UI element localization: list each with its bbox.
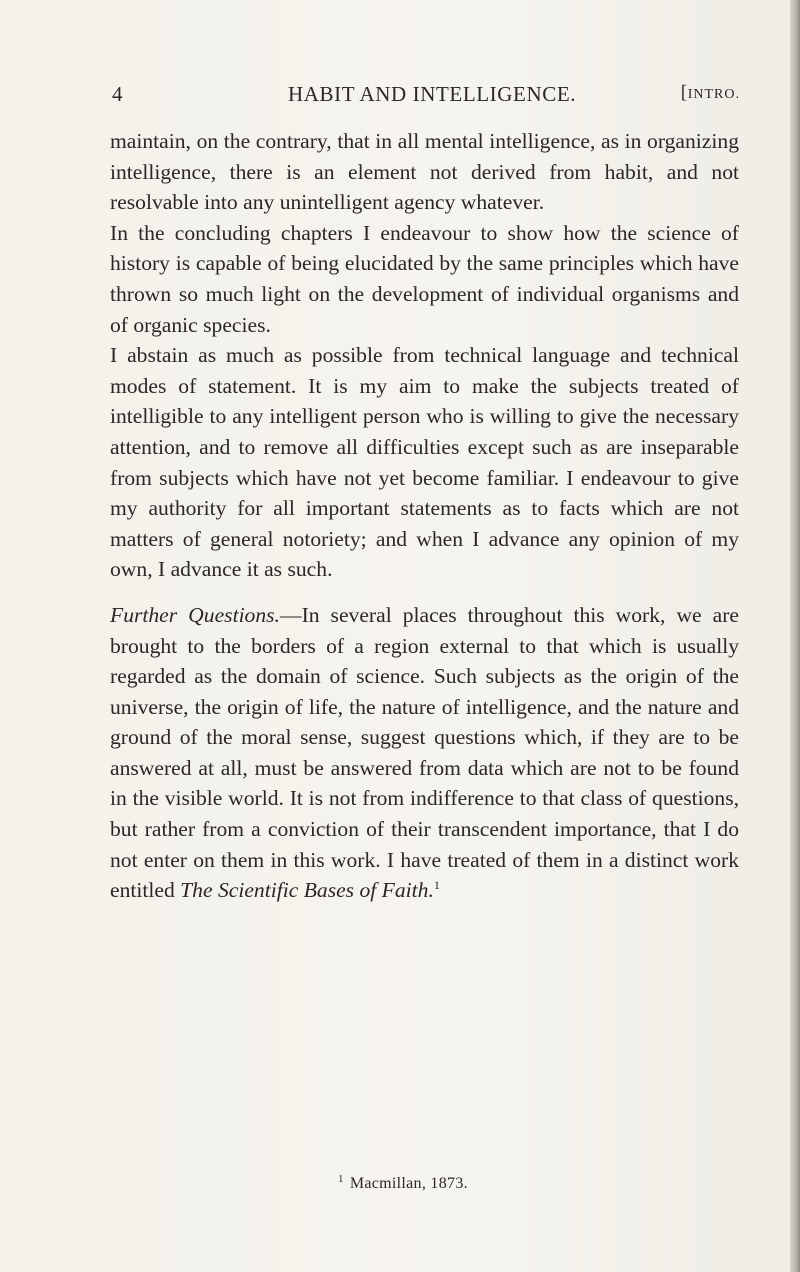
paragraph-3: I abstain as much as possible from technical language and technical modes of statement. It is my aim to make the subjects treated of intelligible to any intelligent person who is willing to give the necessary attention, and to remove all difficulties except such as are inseparable from subjects which have not yet become familiar. I endeavour to give my authority for all important statements as to facts which are not matters of general notoriety; and when I advance any opinion of my own, I advance it as such. xyxy=(110,343,739,582)
page-number: 4 xyxy=(112,82,124,106)
section-label-text: INTRO. xyxy=(687,87,740,102)
section-bracket: [ xyxy=(680,82,688,103)
page-edge-shadow xyxy=(790,0,800,1272)
paragraph-1: maintain, on the contrary, that in all mental intelligence, as in organizing intelligence, there is an element not derived from habit, and not resolvable into any unintelligent agency whatever. xyxy=(110,129,739,215)
footnote-reference[interactable]: 1 xyxy=(433,878,440,893)
sidehead-further-questions: Further Questions. xyxy=(110,602,280,627)
further-questions-text: —In several places throughout this work, we are brought to the borders of a region external to that which is usually regarded as the domain of science. Such subjects as the origin of the universe, the origin of life, the nature of intelligence, and the nature and ground of the moral sense, suggest questions which, if they are to be answered at all, must be answered from data which are not to be found in the visible world. It is not from indifference to that class of questions, but rather from a conviction of their transcendent importance, that I do not enter on them in this work. I have treated of them in a distinct work entitled xyxy=(110,602,739,903)
paragraph-2: In the concluding chapters I endeavour to show how the science of history is capable of being elucidated by the same principles which have thrown so much light on the development of individual organisms and of organic species. xyxy=(110,220,739,337)
footnote-text: Macmillan, 1873. xyxy=(349,1175,468,1192)
footnote-marker: 1 xyxy=(338,1172,344,1185)
paragraph-further-questions xyxy=(110,600,739,906)
book-title: The Scientific Bases of Faith. xyxy=(180,878,434,903)
footnote xyxy=(338,1172,468,1193)
section-label xyxy=(681,82,740,104)
body-text xyxy=(110,126,739,906)
running-header xyxy=(98,82,740,112)
running-title: HABIT AND INTELLIGENCE. xyxy=(288,82,577,106)
